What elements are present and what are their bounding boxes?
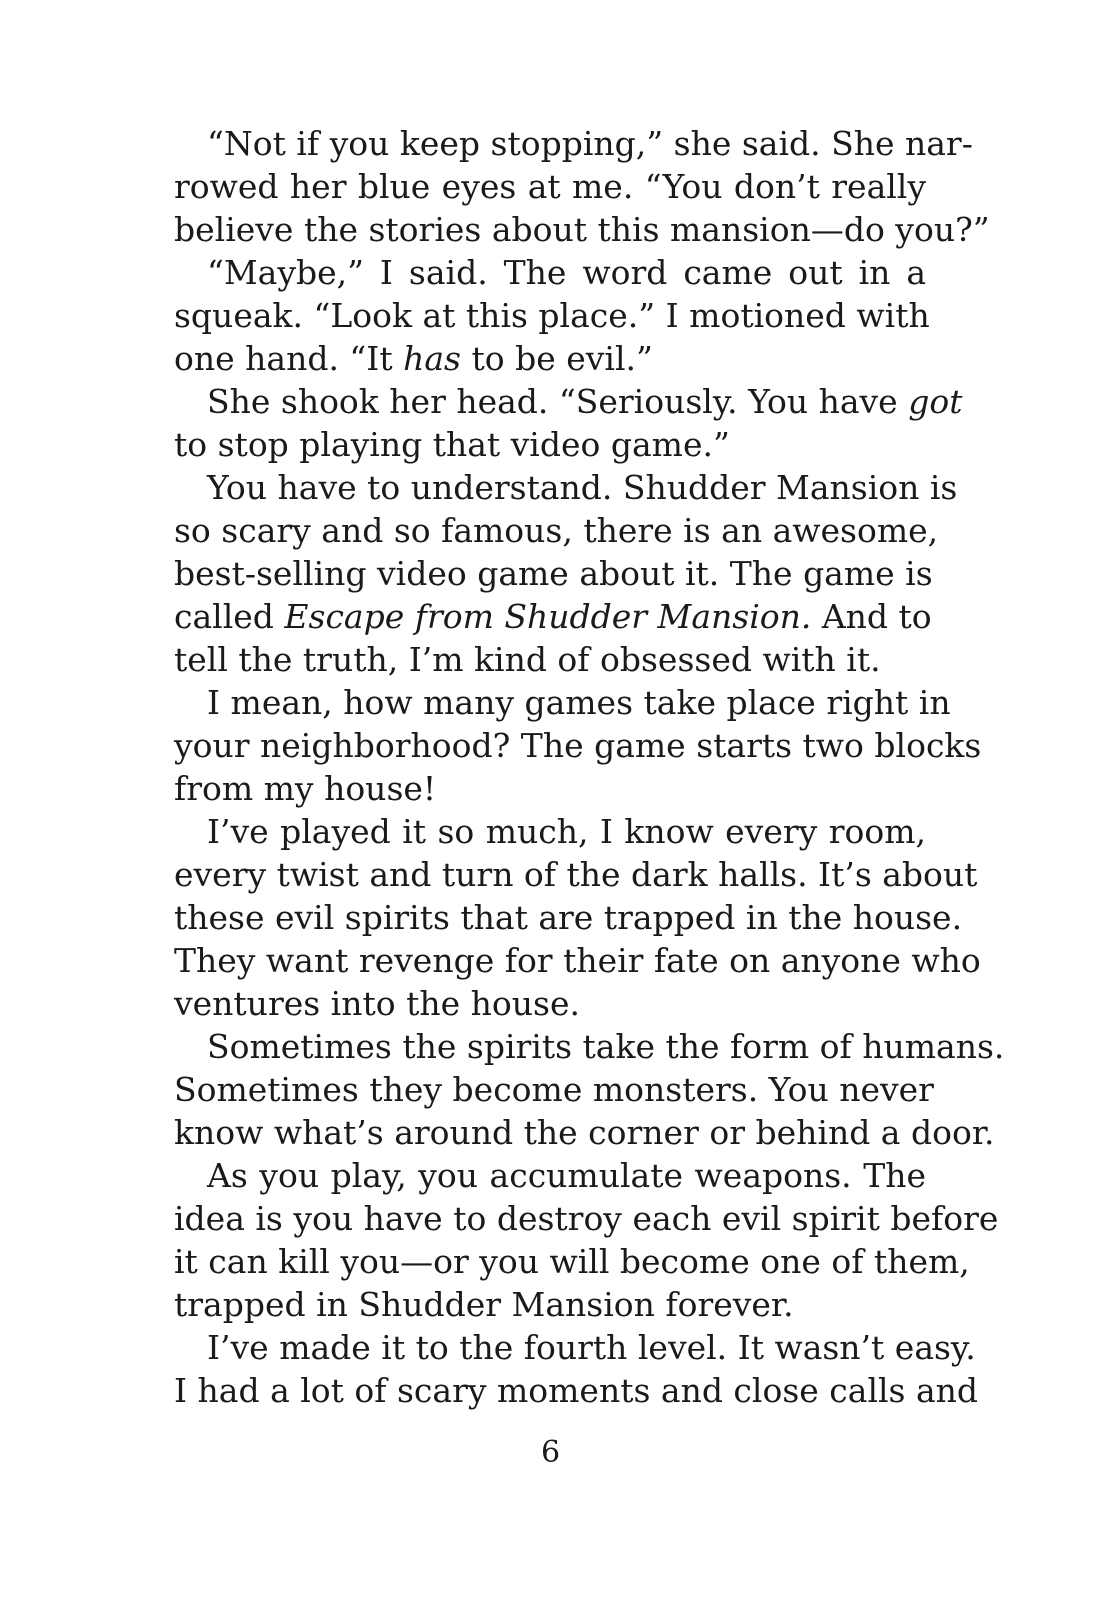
text-line: called Escape from Shudder Mansion. And to (174, 597, 932, 636)
text-line: As you play, you accumulate weapons. The (207, 1156, 926, 1195)
text-line: so scary and so famous, there is an awesome, (174, 511, 939, 550)
text-line: tell the truth, I’m kind of obsessed with it. (174, 640, 881, 679)
text-line: She shook her head. “Seriously. You have got (207, 382, 963, 421)
text-line: ventures into the house. (174, 984, 580, 1023)
text-line: know what’s around the corner or behind a door. (174, 1113, 995, 1152)
text-line: every twist and turn of the dark halls. It’s about (174, 855, 978, 894)
text-line: You have to understand. Shudder Mansion is (207, 468, 958, 507)
text-line: Sometimes the spirits take the form of humans. (207, 1027, 1005, 1066)
text-line: believe the stories about this mansion—do you?” (174, 210, 990, 249)
italic-emphasis: Escape from Shudder Mansion. (284, 597, 812, 636)
italic-emphasis: got (908, 382, 963, 421)
text-line: I’ve played it so much, I know every room, (207, 812, 926, 851)
text-line: to stop playing that video game.” (174, 425, 730, 464)
text-line: I’ve made it to the fourth level. It wasn’t easy. (207, 1328, 976, 1367)
text-line: it can kill you—or you will become one of them, (174, 1242, 970, 1281)
text-line: I had a lot of scary moments and close calls and (174, 1371, 979, 1410)
text-line: one hand. “It has to be evil.” (174, 339, 653, 378)
text-line: Sometimes they become monsters. You never (174, 1070, 934, 1109)
text-line: best-selling video game about it. The game is (174, 554, 933, 593)
body-text (174, 122, 1005, 1412)
text-line: idea is you have to destroy each evil spirit before (174, 1199, 999, 1238)
text-line: They want revenge for their fate on anyone who (174, 941, 981, 980)
text-line: “Maybe,” I said. The word came out in a (207, 253, 926, 292)
text-line: from my house! (174, 769, 437, 808)
text-line: “Not if you keep stopping,” she said. She nar- (207, 124, 973, 163)
text-line: squeak. “Look at this place.” I motioned with (174, 296, 930, 335)
text-line: trapped in Shudder Mansion forever. (174, 1285, 794, 1324)
italic-emphasis: has (403, 339, 461, 378)
text-line: rowed her blue eyes at me. “You don’t really (174, 167, 926, 206)
text-line: your neighborhood? The game starts two blocks (174, 726, 982, 765)
page-number: 6 (540, 1435, 561, 1470)
text-line: these evil spirits that are trapped in the house. (174, 898, 963, 937)
text-line: I mean, how many games take place right in (207, 683, 951, 722)
